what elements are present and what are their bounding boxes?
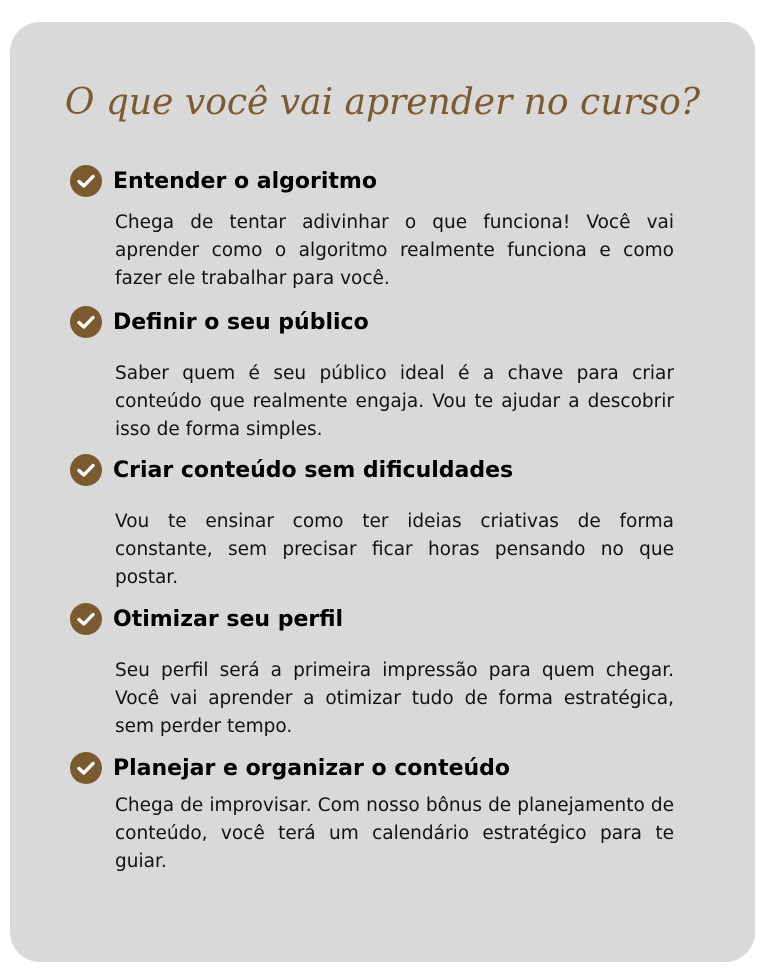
item-description: Seu perfil será a primeira impressão para quem chegar. Você vai aprender a otimizar tudo de forma estratégica, sem perder tempo. — [115, 660, 674, 737]
item-title: Entender o algoritmo — [113, 168, 377, 194]
check-circle-icon — [70, 603, 102, 635]
list-item — [70, 163, 674, 293]
check-circle-icon — [70, 165, 102, 197]
item-title: Planejar e organizar o conteúdo — [113, 755, 511, 781]
check-circle-icon — [70, 306, 102, 338]
item-title: Otimizar seu perfil — [113, 606, 344, 632]
list-item — [70, 304, 674, 444]
list-item-header — [70, 750, 674, 786]
list-item-header — [70, 163, 674, 199]
item-title: Definir o seu público — [113, 309, 369, 335]
item-title: Criar conteúdo sem dificuldades — [113, 457, 514, 483]
check-circle-icon — [70, 752, 102, 784]
item-description: Chega de tentar adivinhar o que funciona! Você vai aprender como o algoritmo realmente funciona e como fazer ele trabalhar para você. — [115, 212, 674, 289]
check-circle-icon — [70, 454, 102, 486]
list-item — [70, 452, 674, 592]
list-item-header — [70, 452, 674, 488]
list-item — [70, 601, 674, 741]
page-title: O que você vai aprender no curso? — [64, 82, 701, 123]
list-item-header — [70, 601, 674, 637]
list-item — [70, 750, 674, 876]
list-item-header — [70, 304, 674, 340]
item-description: Saber quem é seu público ideal é a chave para criar conteúdo que realmente engaja. Vou te ajudar a descobrir isso de forma simples. — [115, 363, 674, 440]
item-description: Vou te ensinar como ter ideias criativas de forma constante, sem precisar ficar horas pensando no que postar. — [115, 511, 674, 588]
item-description: Chega de improvisar. Com nosso bônus de planejamento de conteúdo, você terá um calendário estratégico para te guiar. — [115, 795, 674, 872]
course-content-card — [10, 22, 755, 962]
